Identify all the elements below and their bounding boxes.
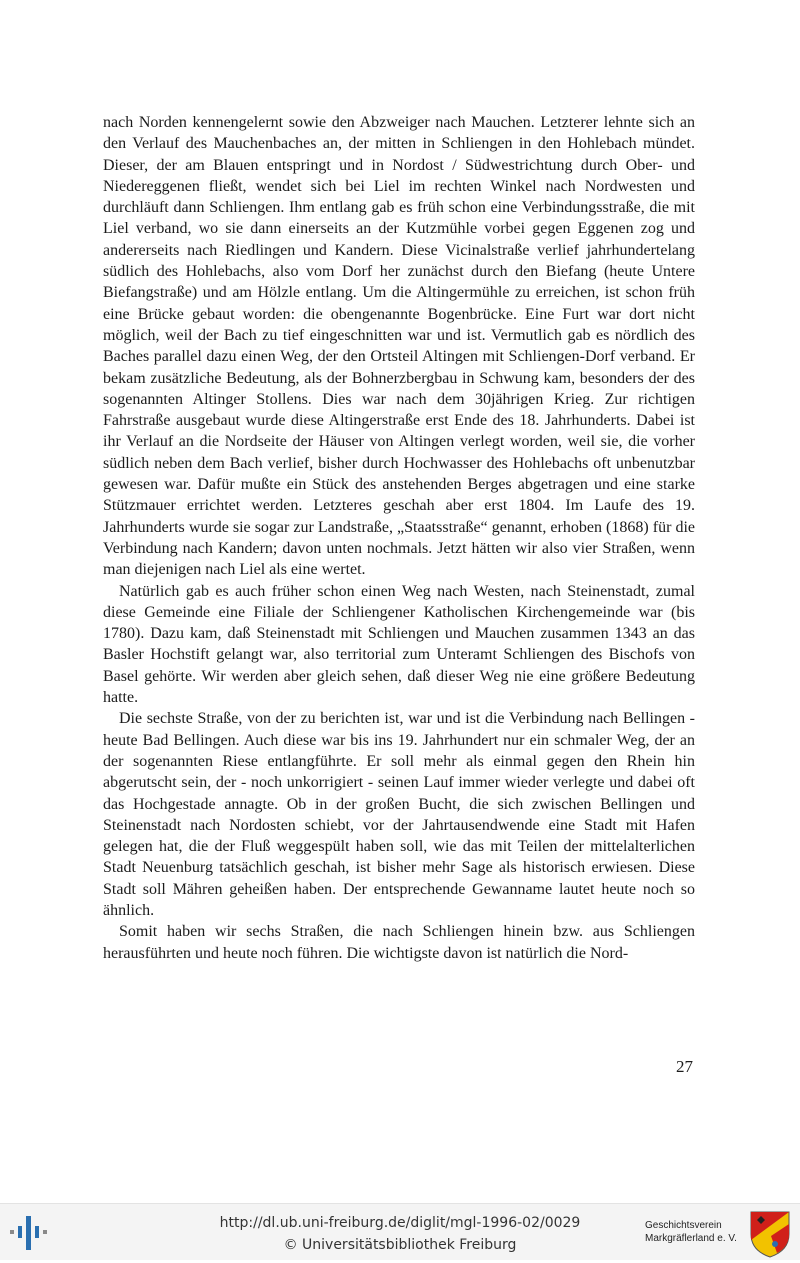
society-name: [645, 1219, 737, 1245]
document-url-link[interactable]: http://dl.ub.uni-freiburg.de/diglit/mgl-1996-02/0029: [219, 1215, 581, 1231]
paragraph-1: nach Norden kennengelernt sowie den Abzweiger nach Mauchen. Letzterer lehnte sich an den Verlauf des Mauchenbaches an, der mitten in Schliengen in den Hohlebach mündet. Dieser, der am Blauen entspringt und in Nordost / Südwestrichtung durch Ober- und Niedereggenen fließt, wendet sich bei Liel im rechten Winkel nach Nordwesten und durchläuft dann Schliengen. Ihm entlang gab es früh schon eine Verbindungsstraße, die mit Liel verband, wo sie dann einerseits an der Kutzmühle vorbei gegen Eggenen zog und andererseits nach Riedlingen und Kandern. Diese Vicinalstraße verlief jahrhundertelang südlich des Hohlebachs, also vom Dorf her zunächst durch den Biefang (heute Untere Biefangstraße) und am Hölzle entlang. Um die Altingermühle zu erreichen, ist schon früh eine Brücke gebaut worden: die obengenannte Bogenbrücke. Eine Furt war dort nicht möglich, weil der Bach zu tief eingeschnitten war und ist. Vermutlich gab es nördlich des Baches parallel dazu einen Weg, der den Ortsteil Altingen mit Schliengen-Dorf verband. Er bekam zusätzliche Bedeutung, als der Bohnerzbergbau in Schwung kam, besonders der des sogenannten Altinger Stollens. Dies war nach dem 30jährigen Krieg. Zur richtigen Fahrstraße ausgebaut wurde diese Altingerstraße erst Ende des 18. Jahrhunderts. Dabei ist ihr Verlauf an die Nordseite der Häuser von Altingen verlegt worden, weil sie, die vorher südlich neben dem Bach verlief, bisher durch Hochwasser des Hohlebachs oft unbenutzbar gewesen war. Dafür mußte ein Stück des anstehenden Berges abgetragen und eine starke Stützmauer errichtet werden. Letzteres geschah aber erst 1804. Im Laufe des 19. Jahrhunderts wurde sie sogar zur Landstraße, „Staatsstraße“ genannt, erhoben (1868) für die Verbindung nach Kandern; davon unten nochmals. Jetzt hätten wir also vier Straßen, wenn man diejenigen nach Liel als eine wertet.: [103, 114, 695, 579]
copyright-notice: © Universitätsbibliothek Freiburg: [283, 1237, 517, 1253]
paragraph-3: Die sechste Straße, von der zu berichten ist, war und ist die Verbindung nach Bellingen - heute Bad Bellingen. Auch diese war bis ins 19. Jahrhundert nur ein schmaler Weg, der an der sogenannten Riese entlangführte. Er soll mehr als einmal gegen den Rhein hin abgerutscht sein, der - noch unkorrigiert - seinen Lauf immer wieder verlegte und dabei oft das Hochgestade annagte. Ob in der großen Bucht, die sich zwischen Bellingen und Steinenstadt nach Nordosten schiebt, vor der Jahrtausendwende eine Stadt mit Hafen gelegen hat, die der Fluß weggespült haben soll, wie das mit Teilen der mittelalterlichen Stadt Neuenburg tatsächlich geschah, ist bisher mehr Sage als historisch erwiesen. Diese Stadt soll Mähren geheißen haben. Der entsprechende Gewanname lautet heute noch so ähnlich.: [103, 710, 695, 919]
page-text: [103, 112, 695, 964]
viewer-footer: [0, 1203, 800, 1260]
page-number: 27: [676, 1057, 693, 1076]
paragraph-4: Somit haben wir sechs Straßen, die nach Schliengen hinein bzw. aus Schliengen herausführten und heute noch führen. Die wichtigste davon ist natürlich die Nord-: [103, 923, 695, 962]
paragraph-2: Natürlich gab es auch früher schon einen Weg nach Westen, nach Steinenstadt, zumal diese Gemeinde eine Filiale der Schliengener Katholischen Kirchengemeinde war (bis 1780). Dazu kam, daß Steinenstadt mit Schliengen und Mauchen zusammen 1343 an das Basler Hochstift gelangt war, also territorial zum Unteramt Schliengen des Bischofs von Basel gehörte. Wir werden aber gleich sehen, daß dieser Weg nie eine größere Bedeutung hatte.: [103, 582, 695, 707]
society-line-2: Markgräflerland e. V.: [645, 1233, 737, 1244]
coat-of-arms-icon: [749, 1210, 791, 1258]
society-line-1: Geschichtsverein: [645, 1220, 722, 1231]
